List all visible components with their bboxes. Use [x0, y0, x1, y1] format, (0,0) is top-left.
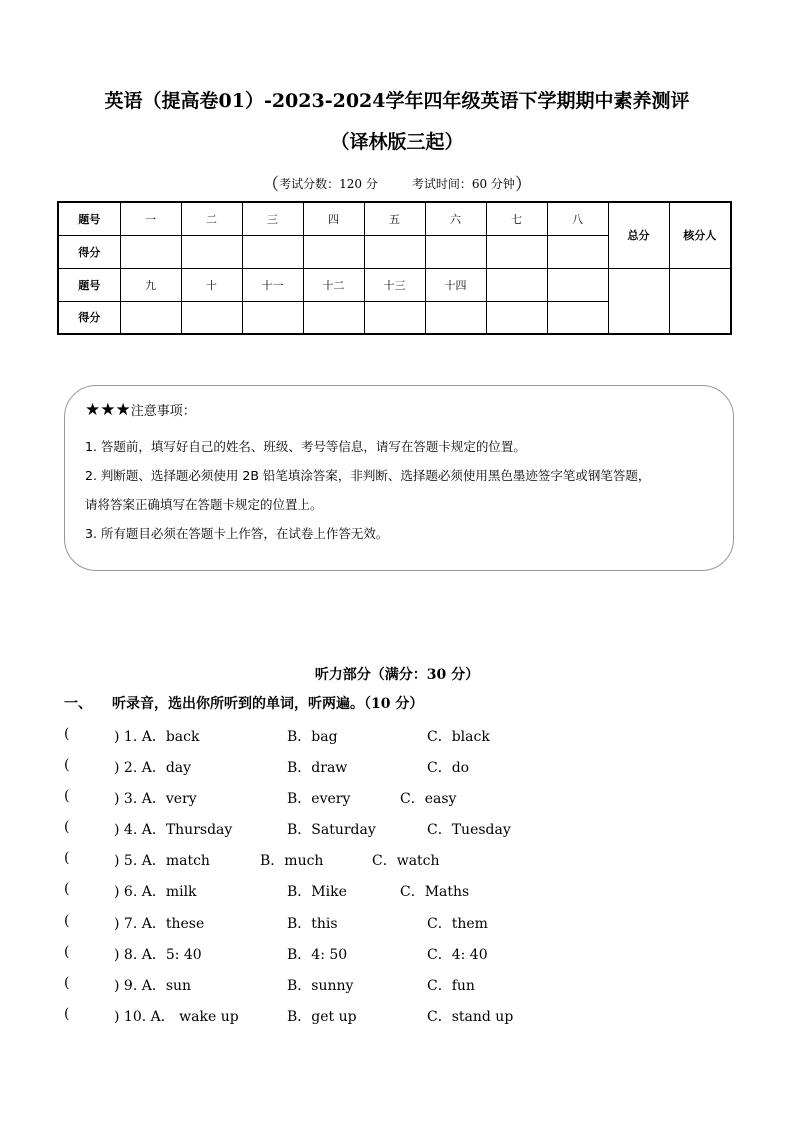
answer-bracket: (	[64, 881, 70, 897]
total-score-label: 总分	[608, 202, 669, 268]
option-b: B．much	[260, 853, 324, 869]
score-cell	[181, 301, 242, 334]
score-cell	[364, 301, 425, 334]
meta-paren-open: （	[262, 175, 280, 195]
notice-item: 2. 判断题、选择题必须使用 2B 铅笔填涂答案，非判断、选择题必须使用黑色墨迹签字笔或钢笔答题，	[85, 468, 651, 483]
row-label-number: 题号	[58, 268, 120, 301]
listening-heading: 听力部分（满分：30 分）	[314, 667, 480, 683]
option-a: ) 3. A．very	[114, 791, 197, 807]
score-table	[57, 201, 732, 335]
part-title: 听录音，选出你所听到的单词，听两遍。（10 分）	[112, 696, 424, 712]
option-b: B．4: 50	[287, 947, 348, 963]
option-a: ) 6. A．milk	[114, 884, 197, 900]
option-b: B．every	[287, 791, 351, 807]
checker-cell	[669, 268, 731, 334]
question-number-cell: 七	[486, 202, 547, 235]
paper-subtitle: （译林版三起）	[330, 131, 464, 153]
option-a: ) 1. A．back	[114, 729, 200, 745]
option-a: ) 10. A． wake up	[114, 1009, 239, 1025]
score-cell	[486, 235, 547, 268]
row-label-number: 题号	[58, 202, 120, 235]
part-one-heading	[64, 693, 423, 713]
option-a: ) 7. A．these	[114, 916, 205, 932]
notice-item: 3. 所有题目必须在答题卡上作答，在试卷上作答无效。	[85, 526, 389, 541]
question-number-cell: 一	[120, 202, 181, 235]
option-c: C．them	[427, 916, 488, 932]
score-cell	[242, 235, 303, 268]
option-c: C．black	[427, 729, 490, 745]
row-label-score: 得分	[58, 301, 120, 334]
question-number-cell: 四	[303, 202, 364, 235]
option-b: B．get up	[287, 1009, 357, 1025]
answer-bracket: (	[64, 944, 70, 960]
question-number-cell: 十	[181, 268, 242, 301]
score-cell	[242, 301, 303, 334]
score-cell	[303, 301, 364, 334]
checker-label: 核分人	[669, 202, 731, 268]
notice-item: 1. 答题前，填写好自己的姓名、班级、考号等信息，请写在答题卡规定的位置。	[85, 439, 526, 454]
score-cell	[547, 235, 608, 268]
answer-bracket: (	[64, 1006, 70, 1022]
option-b: B．Saturday	[287, 822, 376, 838]
answer-bracket: (	[64, 726, 70, 742]
answer-bracket: (	[64, 913, 70, 929]
option-b: B．this	[287, 916, 338, 932]
question-number-cell: 二	[181, 202, 242, 235]
option-a: ) 8. A．5: 40	[114, 947, 202, 963]
option-a: ) 9. A．sun	[114, 978, 192, 994]
question-number-cell: 十四	[425, 268, 486, 301]
row-label-score: 得分	[58, 235, 120, 268]
time-info: 考试时间：60 分钟	[411, 177, 515, 191]
stars-icon: ★★★	[85, 400, 131, 420]
question-number-cell: 三	[242, 202, 303, 235]
score-cell	[303, 235, 364, 268]
option-c: C．stand up	[427, 1009, 514, 1025]
option-b: B．sunny	[287, 978, 354, 994]
answer-bracket: (	[64, 757, 70, 773]
option-a: ) 5. A．match	[114, 853, 210, 869]
option-c: C．4: 40	[427, 947, 488, 963]
question-number-cell: 六	[425, 202, 486, 235]
option-c: C．Tuesday	[427, 822, 511, 838]
score-cell	[120, 235, 181, 268]
notice-title: ★★★注意事项：	[85, 400, 196, 420]
option-c: C．Maths	[400, 884, 470, 900]
score-cell	[364, 235, 425, 268]
score-cell	[486, 301, 547, 334]
answer-bracket: (	[64, 850, 70, 866]
question-number-cell: 十三	[364, 268, 425, 301]
answer-bracket: (	[64, 788, 70, 804]
option-a: ) 4. A．Thursday	[114, 822, 233, 838]
empty-cell	[547, 268, 608, 301]
option-c: C．watch	[372, 853, 440, 869]
paper-title: 英语（提高卷01）-2023-2024学年四年级英语下学期期中素养测评	[104, 90, 690, 112]
empty-cell	[486, 268, 547, 301]
meta-paren-close: ）	[514, 175, 532, 195]
question-number-cell: 五	[364, 202, 425, 235]
total-score-cell	[608, 268, 669, 334]
score-cell	[547, 301, 608, 334]
question-number-cell: 九	[120, 268, 181, 301]
score-cell	[120, 301, 181, 334]
notice-box	[64, 385, 734, 571]
score-cell	[181, 235, 242, 268]
option-b: B．draw	[287, 760, 348, 776]
part-number: 一、	[64, 696, 92, 712]
answer-bracket: (	[64, 975, 70, 991]
option-c: C．do	[427, 760, 470, 776]
exam-meta	[0, 170, 794, 195]
score-cell	[425, 235, 486, 268]
score-cell	[425, 301, 486, 334]
option-c: C．fun	[427, 978, 475, 994]
question-number-cell: 八	[547, 202, 608, 235]
option-b: B．Mike	[287, 884, 347, 900]
option-c: C．easy	[400, 791, 457, 807]
option-b: B．bag	[287, 729, 338, 745]
answer-bracket: (	[64, 819, 70, 835]
option-a: ) 2. A．day	[114, 760, 192, 776]
score-info: 考试分数：120 分	[279, 177, 378, 191]
question-number-cell: 十二	[303, 268, 364, 301]
notice-item: 请将答案正确填写在答题卡规定的位置上。	[85, 497, 323, 512]
question-number-cell: 十一	[242, 268, 303, 301]
